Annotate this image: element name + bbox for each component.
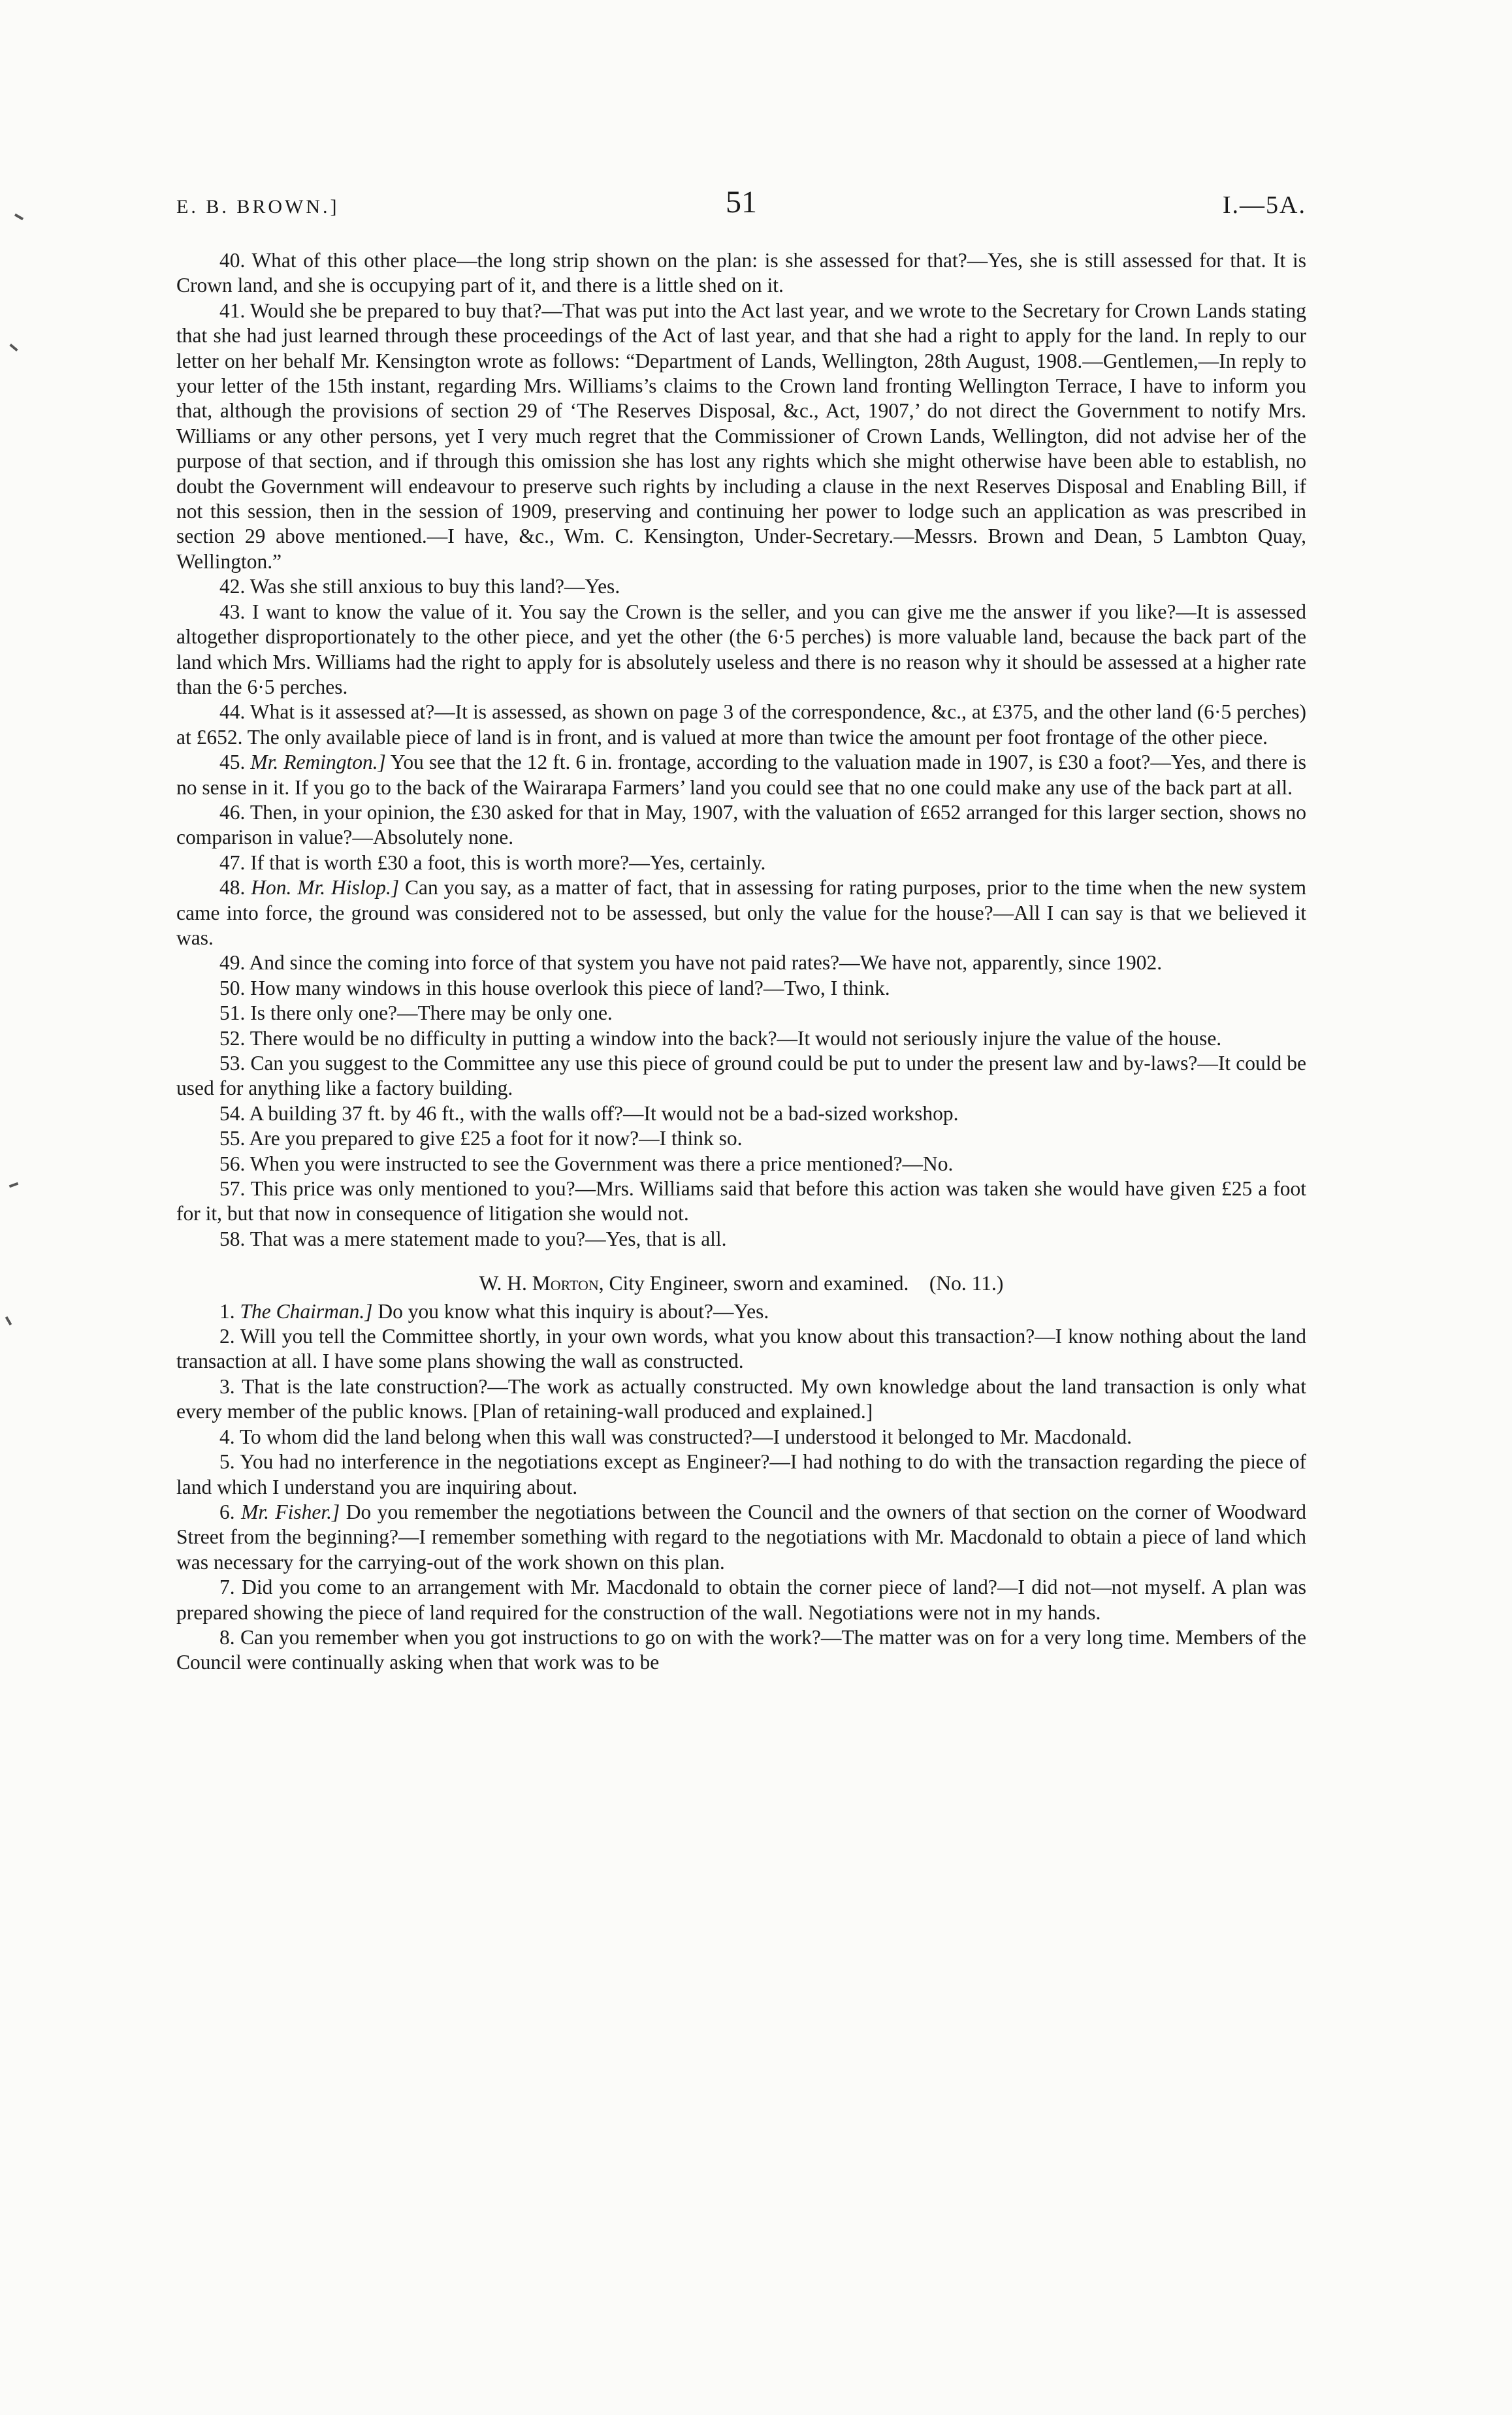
question-text: If that is worth £30 a foot, this is worth more?—Yes, certainly. xyxy=(250,851,766,874)
question-text: When you were instructed to see the Government was there a price mentioned?—No. xyxy=(249,1152,954,1175)
question-paragraph xyxy=(176,1152,1306,1176)
margin-mark xyxy=(5,1316,12,1325)
question-number: 50. xyxy=(219,976,246,999)
question-paragraph xyxy=(176,1051,1306,1101)
question-paragraph xyxy=(176,750,1306,800)
question-text: Do you know what this inquiry is about?—Yes. xyxy=(378,1299,769,1323)
evidence-block-brown xyxy=(176,248,1306,1252)
question-number: 8. xyxy=(219,1625,235,1649)
paper-reference: I.—5A. xyxy=(1222,191,1306,219)
question-paragraph xyxy=(176,248,1306,299)
question-text: There would be no difficulty in putting a window into the back?—It would not seriously injure the value of the house. xyxy=(249,1026,1222,1050)
speaker-name: Hon. Mr. Hislop.] xyxy=(251,876,400,900)
question-paragraph xyxy=(176,574,1306,599)
margin-mark xyxy=(9,1182,19,1188)
witness-number: (No. 11.) xyxy=(929,1272,1004,1295)
witness-name: W. H. Morton, xyxy=(479,1272,604,1295)
question-paragraph xyxy=(176,1374,1306,1425)
question-paragraph xyxy=(176,1227,1306,1252)
question-number: 41. xyxy=(219,299,246,322)
question-text: I want to know the value of it. You say the Crown is the seller, and you can give me the answer if you like?—It is assessed altogether disproportionately to the other piece, and yet the other (the 6·5 perches) is more valuable land, because the back part of the land which Mrs. Williams had the right to apply for is absolutely useless and there is no reason why it should be assessed at a higher rate than the 6·5 perches. xyxy=(176,600,1307,698)
question-paragraph xyxy=(176,1101,1306,1126)
speaker-name: Mr. Fisher.] xyxy=(241,1500,340,1523)
question-text: That is the late construction?—The work as actually constructed. My own knowledge about the land transaction is only what every member of the public knows. [Plan of retaining-wall produced and explained.] xyxy=(176,1374,1306,1423)
question-number: 7. xyxy=(219,1576,235,1599)
question-paragraph xyxy=(176,1425,1306,1450)
question-paragraph xyxy=(176,950,1306,975)
question-text: What of this other place—the long strip shown on the plan: is she assessed for that?—Yes, she is still assessed for that. It is Crown land, and she is occupying part of it, and there is a little shed on it. xyxy=(176,249,1307,297)
question-number: 4. xyxy=(219,1425,235,1448)
question-text: Can you remember when you got instructions to go on with the work?—The matter was on for a very long time. Members of the Council were continually asking when that work was to be xyxy=(176,1625,1307,1674)
page-number: 51 xyxy=(726,185,757,219)
question-paragraph xyxy=(176,1176,1306,1227)
question-number: 42. xyxy=(219,575,246,598)
question-number: 43. xyxy=(219,600,246,623)
question-paragraph xyxy=(176,1625,1306,1676)
question-text: You see that the 12 ft. 6 in. frontage, according to the valuation made in 1907, is £30 a foot?—Yes, and there is no sense in it. If you go to the back of the Wairarapa Farmers’ land you could see that no one could make any use of the back part at all. xyxy=(176,751,1306,799)
question-text: And since the coming into force of that system you have not paid rates?—We have not, apparently, since 1902. xyxy=(249,951,1163,975)
question-paragraph xyxy=(176,1299,1306,1324)
question-number: 1. xyxy=(219,1299,235,1323)
question-text: Do you remember the negotiations between the Council and the owners of that section on the corner of Woodward Street from the beginning?—I remember something with regard to the negotiations with Mr. Macdonald to obtain a piece of land which was necessary for the carrying-out of the work shown on this plan. xyxy=(176,1500,1307,1574)
question-text: Can you say, as a matter of fact, that in assessing for rating purposes, prior to the time when the new system came into force, the ground was considered not to be assessed, but only the value for the house?—All I can say is that we believed it was. xyxy=(176,876,1307,949)
question-paragraph xyxy=(176,1126,1306,1151)
question-text: Did you come to an arrangement with Mr. Macdonald to obtain the corner piece of land?—I did not—not myself. A plan was prepared showing the piece of land required for the construction of the wall. Negotiations were not in my hands. xyxy=(176,1576,1306,1624)
question-number: 40. xyxy=(219,249,246,272)
question-number: 52. xyxy=(219,1026,246,1050)
question-number: 45. xyxy=(219,751,246,774)
question-paragraph xyxy=(176,875,1306,950)
document-body xyxy=(176,248,1306,1676)
question-paragraph xyxy=(176,800,1306,851)
speaker-name: The Chairman.] xyxy=(240,1299,373,1323)
question-paragraph xyxy=(176,1026,1306,1051)
question-paragraph xyxy=(176,700,1306,750)
question-number: 3. xyxy=(219,1374,235,1398)
question-paragraph xyxy=(176,1575,1306,1625)
question-number: 48. xyxy=(219,876,246,900)
question-number: 55. xyxy=(219,1127,246,1150)
question-text: Are you prepared to give £25 a foot for it now?—I think so. xyxy=(249,1127,743,1150)
witness-role: City Engineer, sworn and examined. xyxy=(609,1272,909,1295)
header-witness: E. B. BROWN.] xyxy=(176,196,340,218)
question-number: 6. xyxy=(219,1500,235,1523)
question-paragraph xyxy=(176,851,1306,875)
question-number: 53. xyxy=(219,1052,246,1075)
margin-mark xyxy=(14,214,24,220)
question-text: That was a mere statement made to you?—Yes, that is all. xyxy=(249,1227,727,1250)
question-number: 44. xyxy=(219,700,246,724)
question-number: 56. xyxy=(219,1152,246,1175)
question-text: Will you tell the Committee shortly, in your own words, what you know about this transaction?—I know nothing about the land transaction at all. I have some plans showing the wall as constructed. xyxy=(176,1325,1306,1373)
question-text: This price was only mentioned to you?—Mrs. Williams said that before this action was taken she would have given £25 a foot for it, but that now in consequence of litigation she would not. xyxy=(176,1177,1307,1225)
question-text: How many windows in this house overlook this piece of land?—Two, I think. xyxy=(250,976,890,999)
question-text: Is there only one?—There may be only one. xyxy=(250,1001,613,1025)
question-text: Then, in your opinion, the £30 asked for that in May, 1907, with the valuation of £652 arranged for this larger section, shows no comparison in value?—Absolutely none. xyxy=(176,800,1306,849)
evidence-block-morton xyxy=(176,1299,1306,1676)
question-paragraph xyxy=(176,299,1306,574)
question-number: 57. xyxy=(219,1177,246,1201)
question-text: What is it assessed at?—It is assessed, as shown on page 3 of the correspondence, &c., at £375, and the other land (6·5 perches) at £652. The only available piece of land is in front, and is valued at more than twice the amount per foot frontage of the other piece. xyxy=(176,700,1306,749)
question-number: 49. xyxy=(219,951,246,975)
margin-mark xyxy=(9,344,18,351)
question-number: 47. xyxy=(219,851,246,874)
question-paragraph xyxy=(176,600,1306,700)
question-paragraph xyxy=(176,1001,1306,1026)
speaker-name: Mr. Remington.] xyxy=(250,751,386,774)
question-number: 5. xyxy=(219,1450,235,1474)
question-paragraph xyxy=(176,1450,1306,1500)
page-header xyxy=(176,184,1306,223)
question-text: You had no interference in the negotiations except as Engineer?—I had nothing to do with the transaction regarding the piece of land which I understand you are inquiring about. xyxy=(176,1450,1306,1499)
question-text: A building 37 ft. by 46 ft., with the walls off?—It would not be a bad-sized workshop. xyxy=(249,1101,959,1125)
question-text: Would she be prepared to buy that?—That was put into the Act last year, and we wrote to the Secretary for Crown Lands stating that she had just learned through these proceedings of the Act of last year, and that she had a right to apply for the land. In reply to our letter on her behalf Mr. Kensington wrote as follows: “Department of Lands, Wellington, 28th August, 1908.—Gentlemen,—In reply to your letter of the 15th instant, regarding Mrs. Williams’s claims to the Crown land fronting Wellington Terrace, I have to inform you that, although the provisions of section 29 of ‘The Reserves Disposal, &c., Act, 1907,’ do not direct the Government to notify Mrs. Williams or any other persons, yet I very much regret that the Commissioner of Crown Lands, Wellington, did not advise her of the purpose of that section, and if through this omission she has lost any rights which she might otherwise have been able to establish, no doubt the Government will endeavour to preserve such rights by including a clause in the next Reserves Disposal and Enabling Bill, if not this session, then in the session of 1909, preserving and continuing her power to lodge such an application as was prescribed in section 29 above mentioned.—I have, &c., Wm. C. Kensington, Under-Secretary.—Messrs. Brown and Dean, 5 Lambton Quay, Wellington.” xyxy=(176,299,1306,573)
question-text: Was she still anxious to buy this land?—Yes. xyxy=(249,575,620,598)
question-paragraph xyxy=(176,1324,1306,1374)
section-heading xyxy=(176,1271,1306,1296)
question-number: 46. xyxy=(219,800,246,824)
question-text: To whom did the land belong when this wall was constructed?—I understood it belonged to Mr. Macdonald. xyxy=(239,1425,1132,1448)
question-paragraph xyxy=(176,1500,1306,1575)
question-number: 51. xyxy=(219,1001,246,1025)
question-number: 58. xyxy=(219,1227,246,1250)
question-text: Can you suggest to the Committee any use this piece of ground could be put to under the present law and by-laws?—It could be used for anything like a factory building. xyxy=(176,1052,1306,1100)
question-number: 2. xyxy=(219,1325,235,1348)
question-paragraph xyxy=(176,976,1306,1001)
question-number: 54. xyxy=(219,1101,246,1125)
